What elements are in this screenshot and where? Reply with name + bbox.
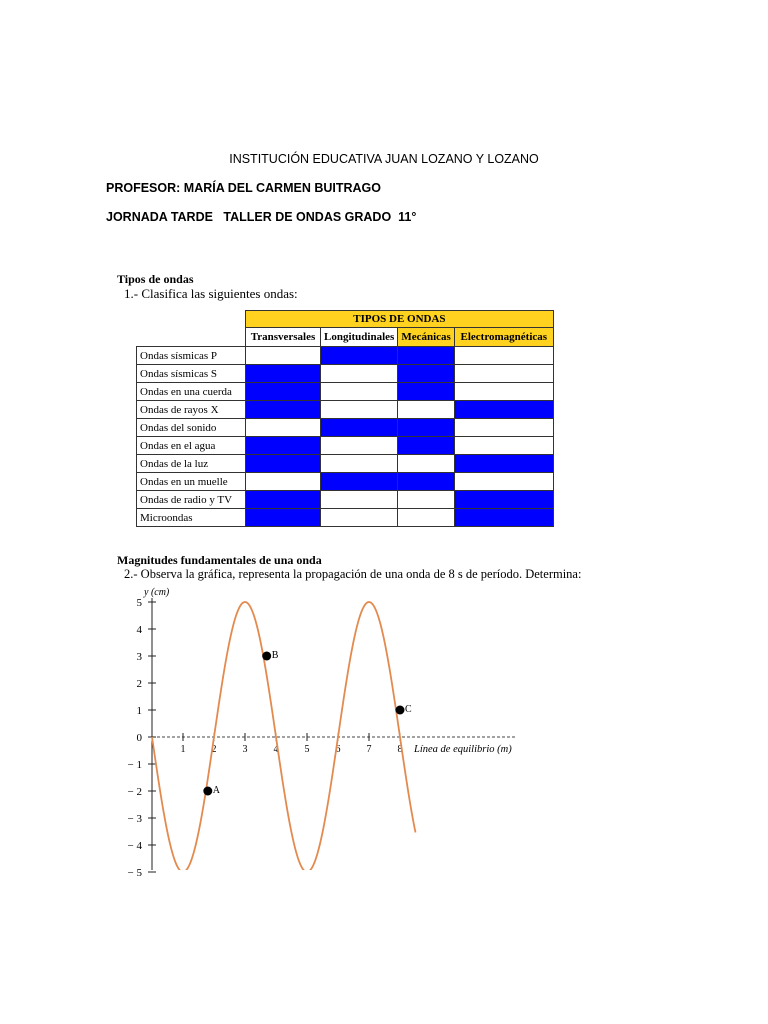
session-line: JORNADA TARDE TALLER DE ONDAS GRADO 11° xyxy=(106,210,417,224)
y-axis-label: y (cm) xyxy=(144,587,170,598)
table-cell-marked xyxy=(454,491,553,509)
y-tick-label: 3 xyxy=(136,651,142,663)
table-cell xyxy=(321,365,398,383)
point-label: C xyxy=(405,704,412,715)
table-cell xyxy=(398,401,454,419)
table-row xyxy=(137,365,554,383)
table-cell xyxy=(246,473,321,491)
empty-corner xyxy=(137,311,246,328)
row-label: Ondas en el agua xyxy=(137,437,246,455)
y-tick-label: − 3 xyxy=(127,813,142,825)
table-title-row xyxy=(137,311,554,328)
row-label: Microondas xyxy=(137,509,246,527)
x-tick-label: 5 xyxy=(304,744,310,755)
table-cell xyxy=(398,509,454,527)
table-cell-marked xyxy=(321,347,398,365)
point-label: B xyxy=(271,650,279,661)
table-cell-marked xyxy=(321,473,398,491)
table-cell-marked xyxy=(246,365,321,383)
table-row xyxy=(137,347,554,365)
table-cell xyxy=(246,347,321,365)
table-row xyxy=(137,473,554,491)
wave-types-table xyxy=(136,310,554,527)
table-cell-marked xyxy=(246,401,321,419)
x-tick-label: 7 xyxy=(366,744,372,755)
table-cell xyxy=(454,437,553,455)
table-cell xyxy=(454,383,553,401)
y-tick-label: 2 xyxy=(136,678,142,690)
y-tick-label: − 5 xyxy=(127,867,142,879)
y-tick-label: − 1 xyxy=(127,759,142,771)
table-cell xyxy=(454,347,553,365)
table-cell-marked xyxy=(398,437,454,455)
table-cell-marked xyxy=(398,365,454,383)
table-row xyxy=(137,419,554,437)
question-1: 1.- Clasifica las siguientes ondas: xyxy=(124,286,298,301)
table-cell xyxy=(398,455,454,473)
question-2: 2.- Observa la gráfica, representa la propagación de una onda de 8 s de período. Determina: xyxy=(124,567,582,581)
institution-title: INSTITUCIÓN EDUCATIVA JUAN LOZANO Y LOZANO xyxy=(229,152,539,166)
y-tick-label: 5 xyxy=(136,597,142,609)
table-cell xyxy=(321,401,398,419)
table-row xyxy=(137,401,554,419)
table-cell-marked xyxy=(398,419,454,437)
point-b xyxy=(262,652,271,661)
table-cell-marked xyxy=(246,437,321,455)
x-tick-label: 4 xyxy=(273,744,279,755)
section-title-magnitudes: Magnitudes fundamentales de una onda xyxy=(117,553,322,567)
table-cell-marked xyxy=(246,455,321,473)
teacher-line: PROFESOR: MARÍA DEL CARMEN BUITRAGO xyxy=(106,181,381,195)
section-title-wave-types: Tipos de ondas xyxy=(117,272,194,286)
x-tick-label: 2 xyxy=(211,744,217,755)
table-cell-marked xyxy=(246,491,321,509)
y-tick-label: 1 xyxy=(136,705,142,717)
table-row xyxy=(137,383,554,401)
row-label: Ondas de radio y TV xyxy=(137,491,246,509)
table-cell-marked xyxy=(454,455,553,473)
table-cell-marked xyxy=(246,509,321,527)
table-cell xyxy=(454,365,553,383)
y-tick-label: − 4 xyxy=(127,840,142,852)
wave-chart xyxy=(110,580,550,879)
table-cell xyxy=(321,437,398,455)
row-label: Ondas de rayos X xyxy=(137,401,246,419)
row-label: Ondas en un muelle xyxy=(137,473,246,491)
row-label: Ondas del sonido xyxy=(137,419,246,437)
x-tick-label: 3 xyxy=(242,744,248,755)
table-cell-marked xyxy=(321,419,398,437)
table-cell xyxy=(454,419,553,437)
column-header-row xyxy=(137,328,554,347)
row-label: Ondas sísmicas S xyxy=(137,365,246,383)
column-header: Mecánicas xyxy=(398,328,454,347)
y-tick-label: 0 xyxy=(136,732,142,744)
table-cell-marked xyxy=(398,347,454,365)
table-cell xyxy=(321,509,398,527)
table-cell-marked xyxy=(398,473,454,491)
chart-points xyxy=(203,650,412,796)
table-cell-marked xyxy=(454,401,553,419)
empty-corner xyxy=(137,328,246,347)
table-cell xyxy=(321,491,398,509)
y-tick-label: 4 xyxy=(136,624,142,636)
column-header: Longitudinales xyxy=(321,328,398,347)
column-header: Transversales xyxy=(246,328,321,347)
table-row xyxy=(137,491,554,509)
row-label: Ondas sísmicas P xyxy=(137,347,246,365)
table-cell-marked xyxy=(454,509,553,527)
point-label: A xyxy=(212,785,221,796)
point-c xyxy=(396,706,405,715)
x-tick-label: 6 xyxy=(335,744,341,755)
y-tick-label: − 2 xyxy=(127,786,142,798)
table-cell-marked xyxy=(246,383,321,401)
table-cell xyxy=(321,383,398,401)
table-row xyxy=(137,437,554,455)
row-label: Ondas de la luz xyxy=(137,455,246,473)
x-tick-label: 1 xyxy=(180,744,186,755)
table-cell xyxy=(454,473,553,491)
table-row xyxy=(137,509,554,527)
point-a xyxy=(203,787,212,796)
table-cell xyxy=(321,455,398,473)
x-axis-label: Línea de equilibrio (m) xyxy=(414,744,512,755)
table-cell xyxy=(398,491,454,509)
table-row xyxy=(137,455,554,473)
table-title: TIPOS DE ONDAS xyxy=(246,311,554,328)
table-cell-marked xyxy=(398,383,454,401)
x-tick-label: 8 xyxy=(397,744,403,755)
row-label: Ondas en una cuerda xyxy=(137,383,246,401)
table-cell xyxy=(246,419,321,437)
column-header: Electromagnéticas xyxy=(454,328,553,347)
